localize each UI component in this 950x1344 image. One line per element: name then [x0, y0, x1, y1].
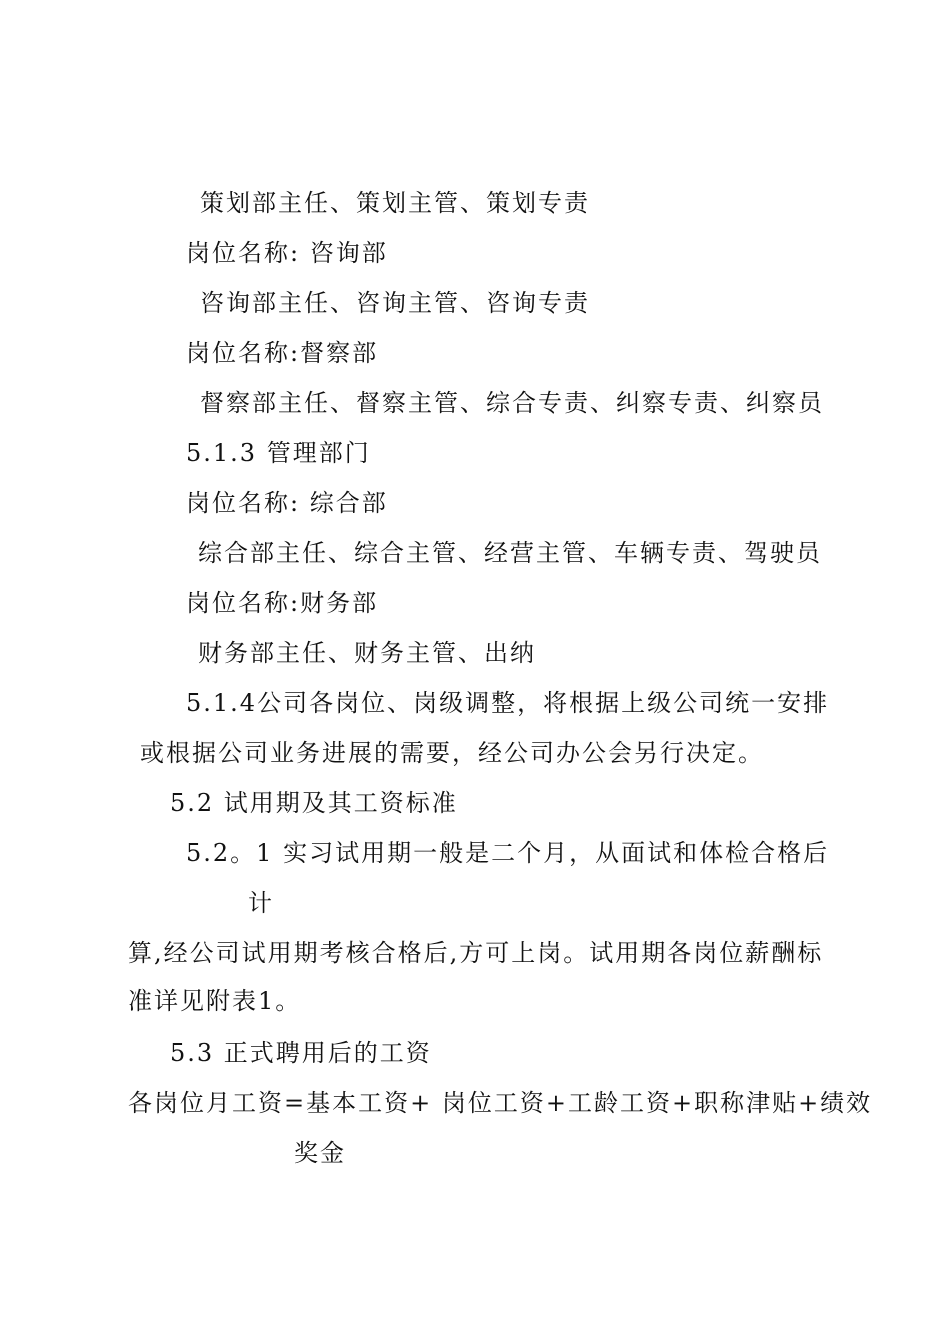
text-line: 督察部主任、督察主管、综合专责、纠察专责、纠察员	[200, 389, 824, 417]
text-line: 岗位名称: 咨询部	[186, 239, 388, 267]
paragraph-line: 计	[248, 889, 274, 917]
text-line: 咨询部主任、咨询主管、咨询专责	[200, 289, 590, 317]
text-line: 综合部主任、综合主管、经营主管、车辆专责、驾驶员	[198, 539, 822, 567]
formula-line: 奖金	[294, 1139, 346, 1167]
paragraph-line: 算,经公司试用期考核合格后,方可上岗。试用期各岗位薪酬标	[128, 939, 824, 967]
section-heading: 5.1.3 管理部门	[186, 439, 371, 467]
paragraph-line: 准详见附表1。	[128, 987, 302, 1015]
section-heading: 5.3 正式聘用后的工资	[170, 1039, 432, 1067]
text-line: 财务部主任、财务主管、出纳	[198, 639, 536, 667]
paragraph-line: 5.1.4公司各岗位、岗级调整，将根据上级公司统一安排	[186, 689, 830, 717]
section-heading: 5.2 试用期及其工资标准	[170, 789, 458, 817]
paragraph-line: 5.2。1 实习试用期一般是二个月，从面试和体检合格后	[186, 839, 830, 867]
text-line: 岗位名称: 综合部	[186, 489, 388, 517]
text-line: 策划部主任、策划主管、策划专责	[200, 189, 590, 217]
text-line: 岗位名称:财务部	[186, 589, 379, 617]
text-line: 岗位名称:督察部	[186, 339, 379, 367]
paragraph-line: 或根据公司业务进展的需要，经公司办公会另行决定。	[140, 739, 764, 767]
formula-line: 各岗位月工资=基本工资+ 岗位工资+工龄工资+职称津贴+绩效	[128, 1089, 873, 1117]
